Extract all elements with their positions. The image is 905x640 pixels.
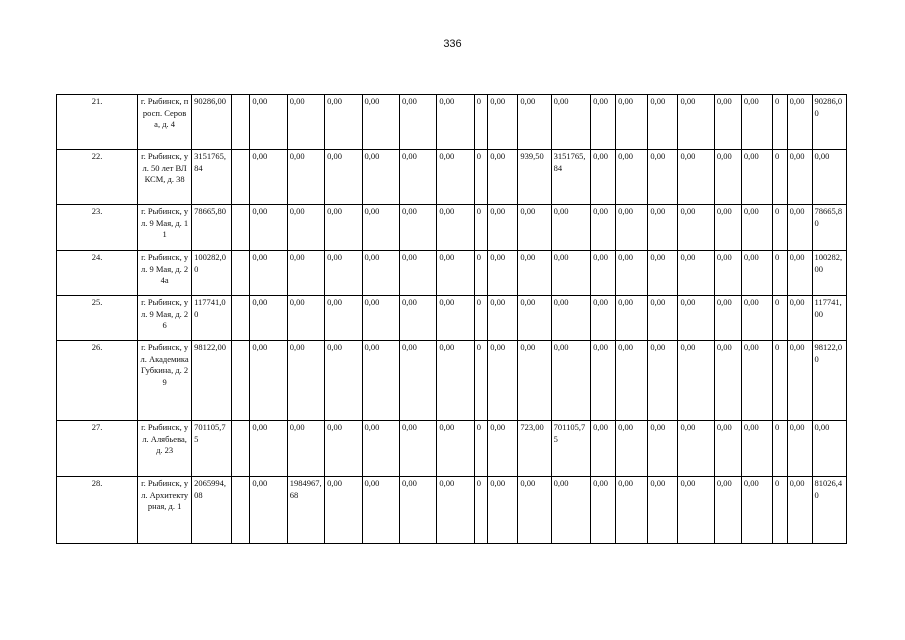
- value-cell: 0: [773, 251, 788, 296]
- value-cell: 0,00: [437, 251, 474, 296]
- value-cell: 0,00: [787, 477, 812, 544]
- table-row: [57, 95, 847, 150]
- address-cell: г. Рыбинск, ул. Архитектурная, д. 1: [138, 477, 192, 544]
- value-cell: 0,00: [551, 296, 591, 341]
- value-cell: 0: [474, 95, 488, 150]
- table-row: [57, 251, 847, 296]
- value-cell: 0,00: [287, 421, 324, 477]
- value-cell: 90286,00: [812, 95, 847, 150]
- value-cell: 0,00: [437, 477, 474, 544]
- value-cell: 0,00: [518, 205, 551, 251]
- value-cell: 0,00: [488, 95, 518, 150]
- value-cell: 0,00: [616, 150, 648, 205]
- value-cell: 0,00: [678, 150, 714, 205]
- value-cell: 0: [773, 341, 788, 421]
- value-cell: 0,00: [616, 477, 648, 544]
- value-cell: 0,00: [325, 477, 362, 544]
- value-cell: 78665,80: [812, 205, 847, 251]
- row-number-cell: 22.: [57, 150, 138, 205]
- value-cell: 0,00: [616, 95, 648, 150]
- value-cell: 0,00: [741, 205, 772, 251]
- value-cell: 0,00: [437, 421, 474, 477]
- value-cell: 0,00: [591, 421, 616, 477]
- value-cell: 0,00: [714, 421, 741, 477]
- value-cell: [231, 341, 250, 421]
- row-number-cell: 26.: [57, 341, 138, 421]
- value-cell: 0,00: [362, 477, 399, 544]
- value-cell: 0,00: [714, 205, 741, 251]
- value-cell: [231, 95, 250, 150]
- value-cell: 98122,00: [812, 341, 847, 421]
- address-cell: г. Рыбинск, ул. Академика Губкина, д. 29: [138, 341, 192, 421]
- value-cell: 0,00: [741, 251, 772, 296]
- value-cell: 0,00: [250, 421, 287, 477]
- value-cell: 0: [773, 205, 788, 251]
- value-cell: 117741,00: [812, 296, 847, 341]
- value-cell: 0,00: [616, 296, 648, 341]
- value-cell: 0: [773, 95, 788, 150]
- value-cell: 0,00: [714, 296, 741, 341]
- value-cell: 0,00: [437, 341, 474, 421]
- table-row: [57, 205, 847, 251]
- page-number: 336: [443, 38, 462, 50]
- value-cell: 0,00: [678, 421, 714, 477]
- value-cell: 100282,00: [192, 251, 232, 296]
- value-cell: 0,00: [287, 205, 324, 251]
- value-cell: 0,00: [362, 421, 399, 477]
- value-cell: 0,00: [648, 477, 678, 544]
- value-cell: 81026,40: [812, 477, 847, 544]
- value-cell: 0,00: [648, 341, 678, 421]
- value-cell: 0,00: [591, 477, 616, 544]
- value-cell: 0: [773, 296, 788, 341]
- value-cell: 0,00: [287, 95, 324, 150]
- value-cell: 0,00: [741, 421, 772, 477]
- value-cell: 0,00: [488, 421, 518, 477]
- value-cell: 0,00: [551, 95, 591, 150]
- value-cell: 0,00: [362, 95, 399, 150]
- value-cell: 3151765,84: [192, 150, 232, 205]
- value-cell: 2065994,08: [192, 477, 232, 544]
- value-cell: 0,00: [399, 251, 436, 296]
- value-cell: 0,00: [648, 95, 678, 150]
- row-number-cell: 27.: [57, 421, 138, 477]
- value-cell: 0,00: [488, 341, 518, 421]
- value-cell: 0,00: [287, 251, 324, 296]
- value-cell: 0,00: [437, 95, 474, 150]
- value-cell: 0,00: [325, 150, 362, 205]
- table-row: [57, 341, 847, 421]
- value-cell: 0,00: [518, 341, 551, 421]
- value-cell: 0,00: [250, 477, 287, 544]
- value-cell: 0,00: [787, 150, 812, 205]
- value-cell: 0,00: [678, 95, 714, 150]
- value-cell: 0,00: [325, 421, 362, 477]
- row-number-cell: 28.: [57, 477, 138, 544]
- address-cell: г. Рыбинск, ул. Алябьева, д. 23: [138, 421, 192, 477]
- value-cell: 0,00: [399, 95, 436, 150]
- value-cell: 0,00: [787, 296, 812, 341]
- value-cell: 100282,00: [812, 251, 847, 296]
- value-cell: 0,00: [287, 341, 324, 421]
- value-cell: 0,00: [678, 296, 714, 341]
- address-cell: г. Рыбинск, ул. 9 Мая, д. 24а: [138, 251, 192, 296]
- value-cell: 0: [474, 341, 488, 421]
- value-cell: 0,00: [812, 150, 847, 205]
- value-cell: 0,00: [741, 150, 772, 205]
- value-cell: 0: [474, 296, 488, 341]
- value-cell: 0,00: [518, 95, 551, 150]
- value-cell: 0,00: [787, 205, 812, 251]
- value-cell: 0,00: [678, 205, 714, 251]
- value-cell: 0,00: [741, 296, 772, 341]
- value-cell: 3151765,84: [551, 150, 591, 205]
- row-number-cell: 23.: [57, 205, 138, 251]
- value-cell: 0: [474, 205, 488, 251]
- value-cell: 90286,00: [192, 95, 232, 150]
- value-cell: 0,00: [787, 421, 812, 477]
- value-cell: 0,00: [325, 251, 362, 296]
- value-cell: 0: [773, 150, 788, 205]
- value-cell: 0,00: [250, 341, 287, 421]
- value-cell: 0,00: [787, 95, 812, 150]
- value-cell: 0,00: [678, 251, 714, 296]
- value-cell: 0,00: [741, 341, 772, 421]
- value-cell: 0,00: [437, 205, 474, 251]
- value-cell: 0,00: [488, 205, 518, 251]
- value-cell: 0,00: [250, 205, 287, 251]
- value-cell: 0: [474, 150, 488, 205]
- value-cell: 0,00: [399, 477, 436, 544]
- value-cell: 0,00: [591, 95, 616, 150]
- value-cell: [231, 251, 250, 296]
- value-cell: 0,00: [714, 150, 741, 205]
- table-row: [57, 421, 847, 477]
- value-cell: 0,00: [741, 95, 772, 150]
- value-cell: 0,00: [591, 205, 616, 251]
- value-cell: 0,00: [518, 477, 551, 544]
- value-cell: 0,00: [437, 150, 474, 205]
- value-cell: 0,00: [812, 421, 847, 477]
- value-cell: 0: [773, 477, 788, 544]
- value-cell: 0,00: [399, 205, 436, 251]
- value-cell: 0,00: [714, 477, 741, 544]
- value-cell: 0,00: [714, 95, 741, 150]
- value-cell: 0,00: [678, 341, 714, 421]
- value-cell: 0,00: [250, 296, 287, 341]
- value-cell: 0,00: [325, 296, 362, 341]
- value-cell: 0,00: [250, 95, 287, 150]
- value-cell: 0,00: [362, 341, 399, 421]
- value-cell: 0: [474, 477, 488, 544]
- value-cell: 0,00: [488, 477, 518, 544]
- value-cell: 0,00: [787, 251, 812, 296]
- value-cell: 0: [474, 251, 488, 296]
- value-cell: 0,00: [591, 341, 616, 421]
- value-cell: 0,00: [325, 205, 362, 251]
- cost-table: [56, 94, 847, 544]
- value-cell: 0,00: [714, 341, 741, 421]
- value-cell: 0,00: [616, 341, 648, 421]
- value-cell: 0,00: [437, 296, 474, 341]
- value-cell: 0,00: [591, 150, 616, 205]
- value-cell: 0,00: [616, 251, 648, 296]
- value-cell: 0,00: [488, 296, 518, 341]
- value-cell: 0,00: [399, 341, 436, 421]
- table-row: [57, 477, 847, 544]
- value-cell: 0,00: [250, 150, 287, 205]
- value-cell: 0,00: [362, 150, 399, 205]
- value-cell: 0,00: [287, 296, 324, 341]
- value-cell: 98122,00: [192, 341, 232, 421]
- value-cell: 0,00: [648, 421, 678, 477]
- address-cell: г. Рыбинск, ул. 9 Мая, д. 26: [138, 296, 192, 341]
- value-cell: 0,00: [488, 251, 518, 296]
- value-cell: 0,00: [362, 296, 399, 341]
- value-cell: 0,00: [362, 205, 399, 251]
- address-cell: г. Рыбинск, ул. 9 Мая, д. 11: [138, 205, 192, 251]
- value-cell: 0,00: [518, 251, 551, 296]
- value-cell: 0,00: [488, 150, 518, 205]
- value-cell: 0,00: [616, 205, 648, 251]
- value-cell: 0,00: [518, 296, 551, 341]
- value-cell: 0,00: [648, 251, 678, 296]
- value-cell: [231, 150, 250, 205]
- table-row: [57, 150, 847, 205]
- value-cell: [231, 421, 250, 477]
- value-cell: 701105,75: [192, 421, 232, 477]
- value-cell: 0,00: [551, 205, 591, 251]
- value-cell: 0: [773, 421, 788, 477]
- value-cell: 0,00: [616, 421, 648, 477]
- value-cell: 0: [474, 421, 488, 477]
- value-cell: 0,00: [591, 251, 616, 296]
- row-number-cell: 24.: [57, 251, 138, 296]
- address-cell: г. Рыбинск, просп. Серова, д. 4: [138, 95, 192, 150]
- value-cell: 0,00: [399, 421, 436, 477]
- value-cell: 0,00: [741, 477, 772, 544]
- value-cell: 0,00: [287, 150, 324, 205]
- address-cell: г. Рыбинск, ул. 50 лет ВЛКСМ, д. 38: [138, 150, 192, 205]
- value-cell: 0,00: [325, 341, 362, 421]
- table-row: [57, 296, 847, 341]
- value-cell: 0,00: [399, 150, 436, 205]
- value-cell: 939,50: [518, 150, 551, 205]
- value-cell: 0,00: [551, 477, 591, 544]
- value-cell: 0,00: [648, 205, 678, 251]
- value-cell: 0,00: [714, 251, 741, 296]
- value-cell: 0,00: [591, 296, 616, 341]
- value-cell: 0,00: [325, 95, 362, 150]
- row-number-cell: 25.: [57, 296, 138, 341]
- value-cell: 0,00: [250, 251, 287, 296]
- value-cell: 723,00: [518, 421, 551, 477]
- value-cell: [231, 205, 250, 251]
- value-cell: 0,00: [551, 251, 591, 296]
- table-body: [57, 95, 847, 544]
- value-cell: 1984967,68: [287, 477, 324, 544]
- value-cell: [231, 477, 250, 544]
- value-cell: 78665,80: [192, 205, 232, 251]
- value-cell: [231, 296, 250, 341]
- value-cell: 0,00: [648, 296, 678, 341]
- value-cell: 0,00: [399, 296, 436, 341]
- value-cell: 0,00: [362, 251, 399, 296]
- value-cell: 0,00: [551, 341, 591, 421]
- row-number-cell: 21.: [57, 95, 138, 150]
- value-cell: 0,00: [787, 341, 812, 421]
- value-cell: 0,00: [648, 150, 678, 205]
- value-cell: 701105,75: [551, 421, 591, 477]
- value-cell: 0,00: [678, 477, 714, 544]
- value-cell: 117741,00: [192, 296, 232, 341]
